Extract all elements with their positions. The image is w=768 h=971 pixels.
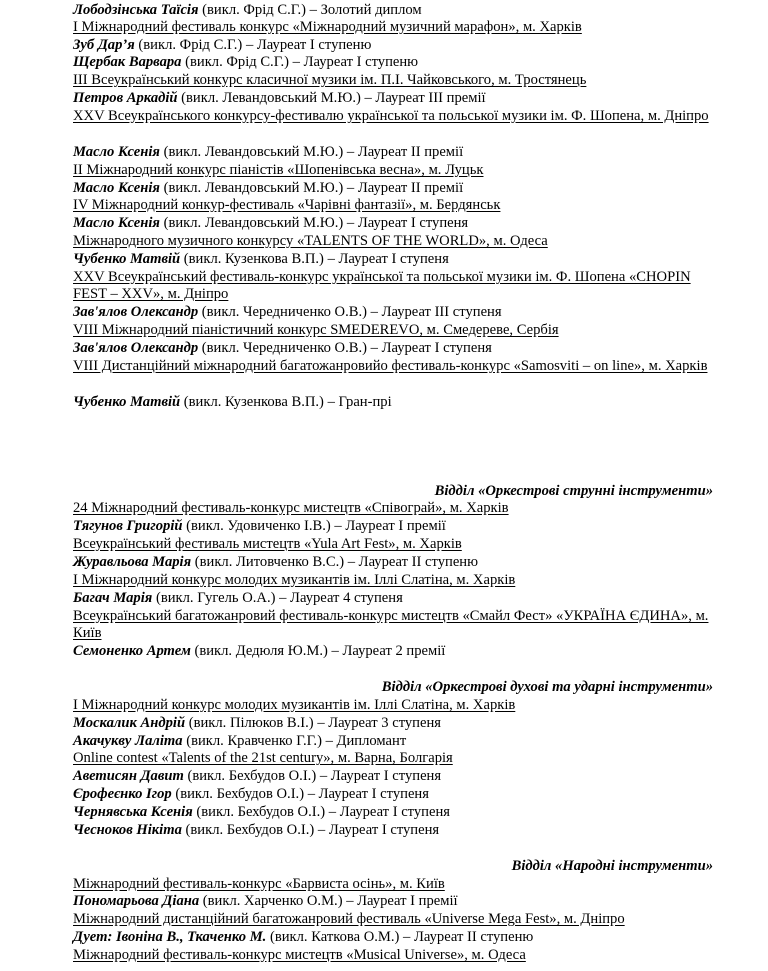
award-detail: (викл. Бехбудов О.І.) – Лауреат І ступеня (171, 786, 429, 802)
department-heading-folk: Відділ «Народні інструменти» (511, 858, 713, 874)
competition-title: XXV Всеукраїнського конкурсу-фестивалю української та польської музики ім. Ф. Шопена, м. Дніпро (73, 108, 709, 124)
competition-title: Всеукраїнський багатожанровий фестиваль-конкурс мистецтв «Смайл Фест» «УКРАЇНА ЄДИНА», м. Київ (73, 608, 709, 641)
competition-title: Міжнародний фестиваль-конкурс мистецтв «Musical Universe», м. Одеса (73, 947, 526, 963)
competition-title: І Міжнародний фестиваль конкурс «Міжнародний музичний марафон», м. Харків (73, 19, 582, 35)
award-detail: (викл. Левандовський М.Ю.) – Лауреат ІІ премії (159, 144, 464, 160)
award-entry (73, 893, 713, 910)
student-name: Зав'ялов Олександр (73, 304, 199, 320)
award-detail: (викл. Бехбудов О.І.) – Лауреат І ступеня (181, 822, 440, 838)
student-name: Петров Аркадій (73, 90, 178, 106)
award-detail: (викл. Кузенкова В.П.) – Гран-прі (180, 394, 392, 410)
student-name: Чубенко Матвій (73, 251, 181, 267)
award-detail: (викл. Бехбудов О.І.) – Лауреат І ступеня (192, 804, 450, 820)
award-entry (73, 643, 713, 660)
student-name: Пономарьова Діана (73, 893, 200, 909)
award-entry (73, 180, 713, 197)
student-name: Багач Марія (73, 590, 153, 606)
award-detail: (викл. Фрід С.Г.) – Лауреат І ступеню (181, 54, 419, 70)
competition-title: І Міжнародний конкурс молодих музикантів ім. Іллі Слатіна, м. Харків (73, 697, 516, 713)
award-entry (73, 733, 713, 750)
student-name: Лободзінська Таїсія (73, 2, 199, 18)
award-detail: (викл. Фрід С.Г.) – Лауреат І ступеню (134, 37, 372, 53)
award-detail: (викл. Каткова О.М.) – Лауреат ІІ ступеню (266, 929, 534, 945)
award-entry (73, 54, 713, 71)
student-name: Масло Ксенія (73, 144, 160, 160)
competition-title: IV Міжнародний конкур-фестиваль «Чарівні фантазії», м. Бердянськ (73, 197, 501, 213)
award-entry (73, 929, 713, 946)
competition-title: Всеукраїнський фестиваль мистецтв «Yula Art Fest», м. Харків (73, 536, 462, 552)
award-entry (73, 554, 713, 571)
student-name: Зав'ялов Олександр (73, 340, 199, 356)
competition-title: І Міжнародний конкурс молодих музикантів ім. Іллі Слатіна, м. Харків (73, 572, 516, 588)
department-heading-strings: Відділ «Оркестрові струнні інструменти» (434, 483, 713, 499)
award-entry (73, 90, 713, 107)
competition-title: Міжнародний фестиваль-конкурс «Барвиста осінь», м. Київ (73, 876, 445, 892)
award-entry (73, 768, 713, 785)
award-entry (73, 822, 713, 839)
competition-title: VIII Міжнародний піаністичний конкурс SMEDEREVO, м. Смедереве, Сербія (73, 322, 559, 338)
student-name: Акачукву Лаліта (73, 733, 183, 749)
award-detail: (викл. Кузенкова В.П.) – Лауреат І ступеня (180, 251, 449, 267)
student-name: Тягунов Григорій (73, 518, 183, 534)
award-entry (73, 715, 713, 732)
award-detail: (викл. Литовченко В.С.) – Лауреат ІІ ступеню (191, 554, 479, 570)
award-detail: (викл. Дедюля Ю.М.) – Лауреат 2 премії (190, 643, 446, 659)
award-detail: (викл. Чередниченко О.В.) – Лауреат ІІІ ступеня (198, 304, 502, 320)
award-detail: (викл. Фрід С.Г.) – Золотий диплом (198, 2, 422, 18)
award-detail: (викл. Левандовський М.Ю.) – Лауреат І ступеня (159, 215, 469, 231)
award-detail: (викл. Чередниченко О.В.) – Лауреат І ступеня (198, 340, 492, 356)
student-name: Чесноков Нікіта (73, 822, 182, 838)
award-detail: (викл. Удовиченко І.В.) – Лауреат І премії (182, 518, 446, 534)
award-entry (73, 804, 713, 821)
competition-title: 24 Міжнародний фестиваль-конкурс мистецтв «Співограй», м. Харків (73, 500, 509, 516)
award-detail: (викл. Бехбудов О.І.) – Лауреат І ступеня (183, 768, 442, 784)
award-entry (73, 340, 713, 357)
award-entry (73, 394, 713, 411)
competition-title: Міжнародний дистанційний багатожанровий фестиваль «Universe Mega Fest», м. Дніпро (73, 911, 625, 927)
award-detail: (викл. Левандовський М.Ю.) – Лауреат ІІ премії (159, 180, 464, 196)
student-name: Москалик Андрій (73, 715, 186, 731)
student-name: Масло Ксенія (73, 215, 160, 231)
award-detail: (викл. Гугель О.А.) – Лауреат 4 ступеня (152, 590, 403, 606)
award-detail: (викл. Харченко О.М.) – Лауреат І премії (199, 893, 458, 909)
award-entry (73, 518, 713, 535)
award-entry (73, 37, 713, 54)
competition-title: ІІ Міжнародний конкурс піаністів «Шопенівська весна», м. Луцьк (73, 162, 484, 178)
student-name: Чернявська Ксенія (73, 804, 193, 820)
competition-title: Міжнародного музичного конкурсу «TALENTS OF THE WORLD», м. Одеса (73, 233, 548, 249)
student-name: Масло Ксенія (73, 180, 160, 196)
award-detail: (викл. Кравченко Г.Г.) – Дипломант (182, 733, 407, 749)
student-name: Зуб Дар’я (73, 37, 135, 53)
award-entry (73, 2, 713, 19)
student-name: Єрофеєнко Ігор (73, 786, 172, 802)
student-name: Семоненко Артем (73, 643, 191, 659)
department-heading-wind: Відділ «Оркестрові духові та ударні інструменти» (381, 679, 713, 695)
award-entry (73, 215, 713, 232)
student-name: Щербак Варвара (73, 54, 182, 70)
student-name: Чубенко Матвій (73, 394, 181, 410)
competition-title: ІІІ Всеукраїнський конкурс класичної музики ім. П.І. Чайковського, м. Тростянець (73, 72, 587, 88)
award-entry (73, 590, 713, 607)
student-name: Журавльова Марія (73, 554, 192, 570)
student-name: Дует: Івоніна В., Ткаченко М. (73, 929, 267, 945)
competition-title: VIII Дистанційний міжнародний багатожанровийо фестиваль-конкурс «Samosviti – on line», м. Харків (73, 358, 708, 374)
student-name: Аветисян Давит (73, 768, 184, 784)
competition-title: Online contest «Talents of the 21st century», м. Варна, Болгарія (73, 750, 453, 766)
award-detail: (викл. Пілюков В.І.) – Лауреат 3 ступеня (185, 715, 441, 731)
award-entry (73, 786, 713, 803)
award-entry (73, 304, 713, 321)
award-entry (73, 144, 713, 161)
competition-title: XXV Всеукраїнський фестиваль-конкурс української та польської музики ім. Ф. Шопена «CHOPIN FEST – XXV», м. Дніпро (73, 269, 691, 302)
award-detail: (викл. Левандовський М.Ю.) – Лауреат ІІІ премії (177, 90, 486, 106)
award-entry (73, 251, 713, 268)
